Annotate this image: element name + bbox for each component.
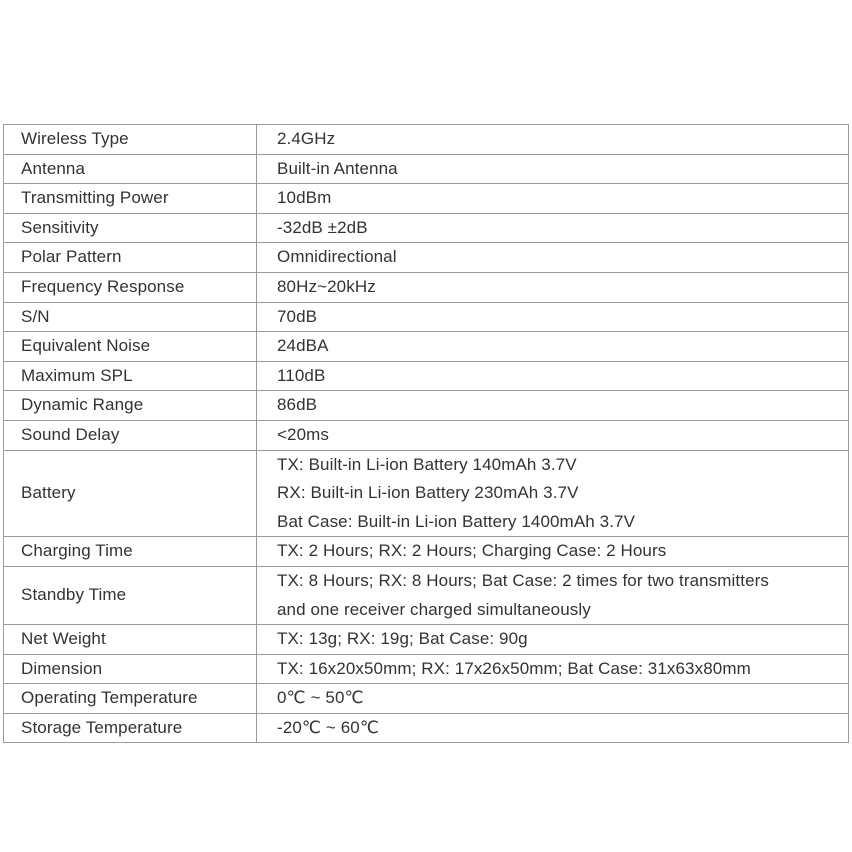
- spec-value: [257, 391, 849, 421]
- spec-value: [257, 361, 849, 391]
- spec-value-line: TX: 16x20x50mm; RX: 17x26x50mm; Bat Case: 31x63x80mm: [277, 658, 751, 678]
- spec-row: [4, 391, 849, 421]
- spec-value-line: 80Hz~20kHz: [277, 276, 376, 296]
- spec-value: [257, 654, 849, 684]
- spec-label: Frequency Response: [4, 272, 257, 302]
- spec-value-line: 70dB: [277, 306, 318, 326]
- spec-table-body: [4, 125, 849, 743]
- spec-label: Wireless Type: [4, 125, 257, 155]
- spec-value: [257, 713, 849, 743]
- spec-table: [3, 124, 849, 743]
- spec-value-line: -32dB ±2dB: [277, 217, 368, 237]
- spec-value: [257, 332, 849, 362]
- spec-value: [257, 154, 849, 184]
- spec-row: [4, 566, 849, 624]
- spec-row: [4, 125, 849, 155]
- spec-value-line: -20℃ ~ 60℃: [277, 717, 380, 737]
- spec-value-line: and one receiver charged simultaneously: [277, 599, 591, 619]
- spec-value-line: Built-in Antenna: [277, 158, 398, 178]
- spec-value: [257, 625, 849, 655]
- spec-value-line: 2.4GHz: [277, 129, 336, 148]
- spec-label: S/N: [4, 302, 257, 332]
- spec-value-line: 24dBA: [277, 336, 329, 356]
- spec-row: [4, 684, 849, 714]
- spec-label: Equivalent Noise: [4, 332, 257, 362]
- spec-value-line: 110dB: [277, 365, 326, 385]
- spec-label: Sensitivity: [4, 213, 257, 243]
- spec-value: [257, 302, 849, 332]
- spec-value: [257, 684, 849, 714]
- spec-value: [257, 272, 849, 302]
- spec-label: Charging Time: [4, 537, 257, 567]
- spec-label: Transmitting Power: [4, 184, 257, 214]
- spec-row: [4, 625, 849, 655]
- spec-label: Maximum SPL: [4, 361, 257, 391]
- spec-label: Standby Time: [4, 566, 257, 624]
- spec-value: [257, 213, 849, 243]
- spec-value: [257, 125, 849, 155]
- spec-value-line: <20ms: [277, 424, 329, 444]
- spec-row: [4, 361, 849, 391]
- spec-row: [4, 302, 849, 332]
- spec-value-line: TX: 8 Hours; RX: 8 Hours; Bat Case: 2 times for two transmitters: [277, 570, 769, 590]
- spec-value-line: RX: Built-in Li-ion Battery 230mAh 3.7V: [277, 483, 579, 503]
- spec-value-line: Omnidirectional: [277, 247, 397, 267]
- spec-value-line: 10dBm: [277, 188, 332, 208]
- spec-row: [4, 243, 849, 273]
- spec-label: Storage Temperature: [4, 713, 257, 743]
- spec-row: [4, 450, 849, 537]
- spec-label: Antenna: [4, 154, 257, 184]
- spec-value: [257, 243, 849, 273]
- spec-row: [4, 272, 849, 302]
- spec-row: [4, 154, 849, 184]
- spec-value-line: 0℃ ~ 50℃: [277, 688, 364, 708]
- spec-label: Sound Delay: [4, 420, 257, 450]
- spec-value: [257, 450, 849, 537]
- spec-row: [4, 213, 849, 243]
- spec-label: Polar Pattern: [4, 243, 257, 273]
- spec-value-line: TX: 2 Hours; RX: 2 Hours; Charging Case: 2 Hours: [277, 541, 667, 561]
- spec-row: [4, 184, 849, 214]
- spec-value: [257, 184, 849, 214]
- spec-value-line: Bat Case: Built-in Li-ion Battery 1400mAh 3.7V: [277, 511, 636, 531]
- spec-label: Operating Temperature: [4, 684, 257, 714]
- spec-row: [4, 420, 849, 450]
- spec-value-line: 86dB: [277, 395, 318, 415]
- spec-label: Net Weight: [4, 625, 257, 655]
- spec-value-line: TX: Built-in Li-ion Battery 140mAh 3.7V: [277, 454, 577, 474]
- spec-value: [257, 420, 849, 450]
- spec-row: [4, 713, 849, 743]
- spec-label: Dynamic Range: [4, 391, 257, 421]
- spec-label: Dimension: [4, 654, 257, 684]
- spec-value: [257, 566, 849, 624]
- spec-value: [257, 537, 849, 567]
- spec-value-line: TX: 13g; RX: 19g; Bat Case: 90g: [277, 629, 528, 649]
- spec-label: Battery: [4, 450, 257, 537]
- spec-row: [4, 332, 849, 362]
- spec-row: [4, 654, 849, 684]
- spec-row: [4, 537, 849, 567]
